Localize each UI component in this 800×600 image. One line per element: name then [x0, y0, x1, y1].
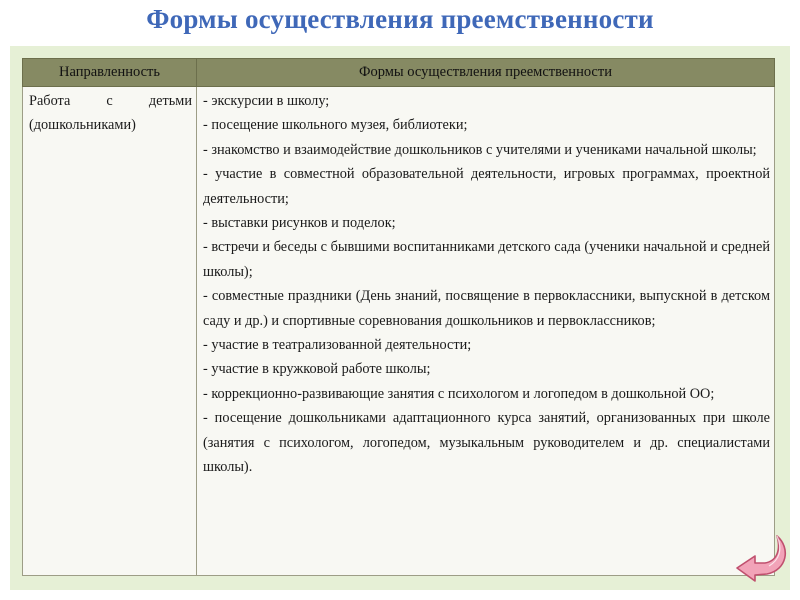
forms-list-item: - экскурсии в школу;: [203, 93, 330, 109]
forms-list-item: - встречи и беседы с бывшими воспитанниками детского сада (ученики начальной и средней школы);: [203, 239, 770, 280]
continuity-forms-table: [22, 58, 775, 576]
forms-list-item: - участие в совместной образовательной деятельности, игровых программах, проектной деятельности;: [203, 166, 770, 207]
forms-list-item: - совместные праздники (День знаний, посвящение в первоклассники, выпускной в детском саду и др.) и спортивные соревнования дошкольников и первоклассников;: [203, 288, 770, 329]
curved-return-arrow-icon[interactable]: [733, 530, 789, 582]
forms-list-item: - коррекционно-развивающие занятия с психологом и логопедом в дошкольной ОО;: [203, 385, 715, 402]
forms-list-item: - посещение школьного музея, библиотеки;: [203, 117, 468, 134]
table-row: [23, 87, 775, 576]
forms-list-item: - знакомство и взаимодействие дошкольников с учителями и учениками начальной школы;: [203, 141, 757, 158]
forms-list-item: - участие в кружковой работе школы;: [203, 361, 431, 378]
forms-list-item: - участие в театрализованной деятельности;: [203, 337, 472, 354]
header-direction: Направленность: [23, 59, 197, 87]
forms-cell: [197, 87, 775, 576]
direction-cell: Работа с детьми (дошкольниками): [23, 87, 197, 576]
table-header-row: [23, 59, 775, 87]
forms-list-item: - выставки рисунков и поделок;: [203, 215, 396, 232]
slide-title: Формы осуществления преемственности: [146, 4, 654, 34]
forms-list-item: - посещение дошкольниками адаптационного курса занятий, организованных при школе (занятия с психологом, логопедом, музыкальным руководителем и др. специалистами школы).: [203, 410, 770, 476]
header-forms: Формы осуществления преемственности: [197, 59, 775, 87]
